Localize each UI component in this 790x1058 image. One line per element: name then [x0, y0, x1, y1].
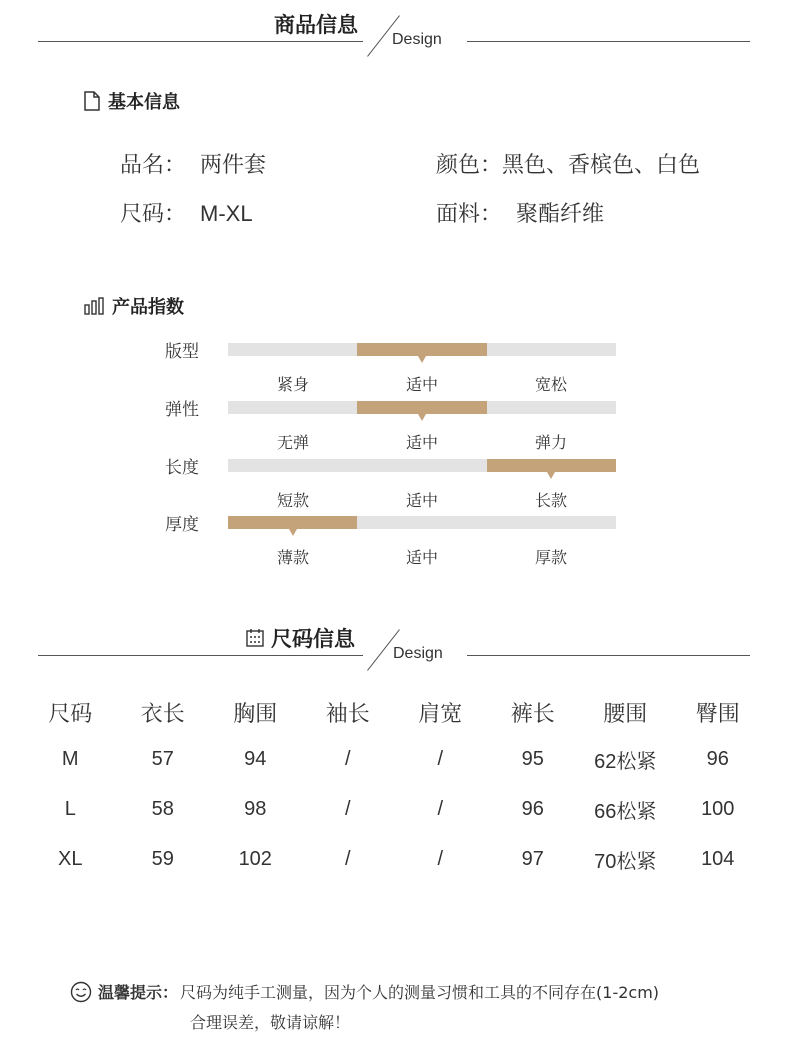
table-cell: 62松紧	[594, 750, 657, 773]
table-cell: 96	[706, 747, 729, 770]
index-selected-fill	[228, 516, 357, 529]
product-index-title: 产品指数	[112, 297, 184, 318]
table-cell: 59	[151, 847, 174, 870]
table-cell: 102	[238, 847, 272, 870]
table-cell: L	[64, 797, 76, 820]
index-option-label: 适中	[405, 433, 438, 452]
index-option-label: 厚款	[534, 548, 567, 567]
table-cell: /	[344, 747, 351, 770]
info-label: 品名：	[120, 153, 187, 178]
table-header-cell: 腰围	[603, 701, 648, 727]
info-value: 两件套	[200, 153, 267, 178]
index-option-label: 适中	[405, 548, 438, 567]
header-line-right	[467, 41, 750, 42]
index-option-label: 适中	[405, 491, 438, 510]
index-option-label: 弹力	[534, 433, 567, 452]
table-cell: 97	[521, 847, 544, 870]
basic-info-title: 基本信息	[108, 92, 180, 113]
table-cell: 95	[521, 747, 544, 770]
index-option-label: 长款	[534, 491, 567, 510]
product-index-heading	[84, 293, 184, 319]
section-title-product-info: 商品信息	[274, 13, 358, 37]
index-selected-fill	[357, 343, 486, 356]
bar-chart-icon	[84, 297, 104, 315]
index-label: 弹性	[165, 400, 199, 420]
size-table	[24, 690, 764, 884]
table-cell: /	[437, 847, 444, 870]
info-value: M-XL	[200, 201, 253, 226]
document-icon	[84, 91, 100, 111]
table-header-cell: 尺码	[48, 701, 93, 727]
index-option-label: 适中	[405, 375, 438, 394]
index-option-label: 宽松	[534, 375, 567, 394]
index-option-label: 无弹	[276, 433, 309, 452]
table-header-cell: 臀围	[695, 701, 740, 727]
index-track	[228, 343, 616, 356]
tip-line-1	[70, 980, 659, 1003]
index-track	[228, 516, 616, 529]
index-track	[228, 401, 616, 414]
index-label: 厚度	[165, 515, 199, 535]
basic-info-heading	[84, 88, 180, 114]
table-cell: /	[344, 847, 351, 870]
index-option-label: 薄款	[276, 548, 309, 567]
table-cell: /	[437, 747, 444, 770]
tip-text-1: 尺码为纯手工测量，因为个人的测量习惯和工具的不同存在(1-2cm)	[180, 983, 660, 1002]
table-cell: 70松紧	[594, 850, 657, 873]
section-title-size-info: 尺码信息	[271, 627, 355, 651]
info-product-name	[120, 148, 266, 179]
smiley-icon	[70, 981, 92, 1003]
design-label: Design	[392, 31, 442, 48]
size-info-heading	[246, 623, 355, 653]
table-row	[24, 784, 764, 834]
index-pointer	[547, 472, 555, 479]
table-cell: 98	[244, 797, 267, 820]
table-cell: /	[344, 797, 351, 820]
design-label: Design	[393, 645, 443, 662]
info-label: 面料：	[436, 202, 503, 227]
index-pointer	[289, 529, 297, 536]
table-header-row	[24, 690, 764, 734]
info-label: 尺码：	[120, 202, 187, 227]
table-header-cell: 袖长	[325, 701, 370, 727]
header-line-left	[38, 655, 363, 656]
tip-label: 温馨提示：	[98, 983, 179, 1002]
table-cell: M	[61, 747, 79, 770]
index-selected-fill	[487, 459, 616, 472]
info-fabric	[436, 197, 604, 228]
info-value: 聚酯纤维	[516, 202, 605, 227]
index-option-label: 短款	[276, 491, 309, 510]
info-value: 黑色、香槟色、白色	[502, 153, 701, 178]
table-header-cell: 胸围	[233, 701, 278, 727]
index-track	[228, 459, 616, 472]
info-label: 颜色：	[436, 153, 503, 178]
table-cell: 66松紧	[594, 800, 657, 823]
table-row	[24, 834, 764, 884]
table-header-cell: 裤长	[510, 701, 555, 727]
info-size-range	[120, 197, 253, 228]
header-line-right	[467, 655, 750, 656]
table-cell: 58	[151, 797, 174, 820]
index-label: 版型	[165, 342, 199, 362]
table-header-cell: 衣长	[140, 701, 185, 727]
info-colors	[436, 148, 700, 179]
table-cell: 104	[701, 847, 735, 870]
index-selected-fill	[357, 401, 486, 414]
table-row	[24, 734, 764, 784]
index-pointer	[418, 356, 426, 363]
table-cell: XL	[58, 847, 83, 870]
index-label: 长度	[165, 458, 199, 478]
table-cell: 94	[244, 747, 267, 770]
index-option-label: 紧身	[276, 375, 309, 394]
table-cell: 100	[701, 797, 735, 820]
table-cell: 96	[521, 797, 544, 820]
table-cell: 57	[151, 747, 174, 770]
table-cell: /	[437, 797, 444, 820]
header-line-left	[38, 41, 363, 42]
grid-table-icon	[246, 629, 264, 647]
index-pointer	[418, 414, 426, 421]
tip-text-2: 合理误差，敬请谅解！	[190, 1013, 351, 1032]
table-header-cell: 肩宽	[418, 701, 463, 727]
